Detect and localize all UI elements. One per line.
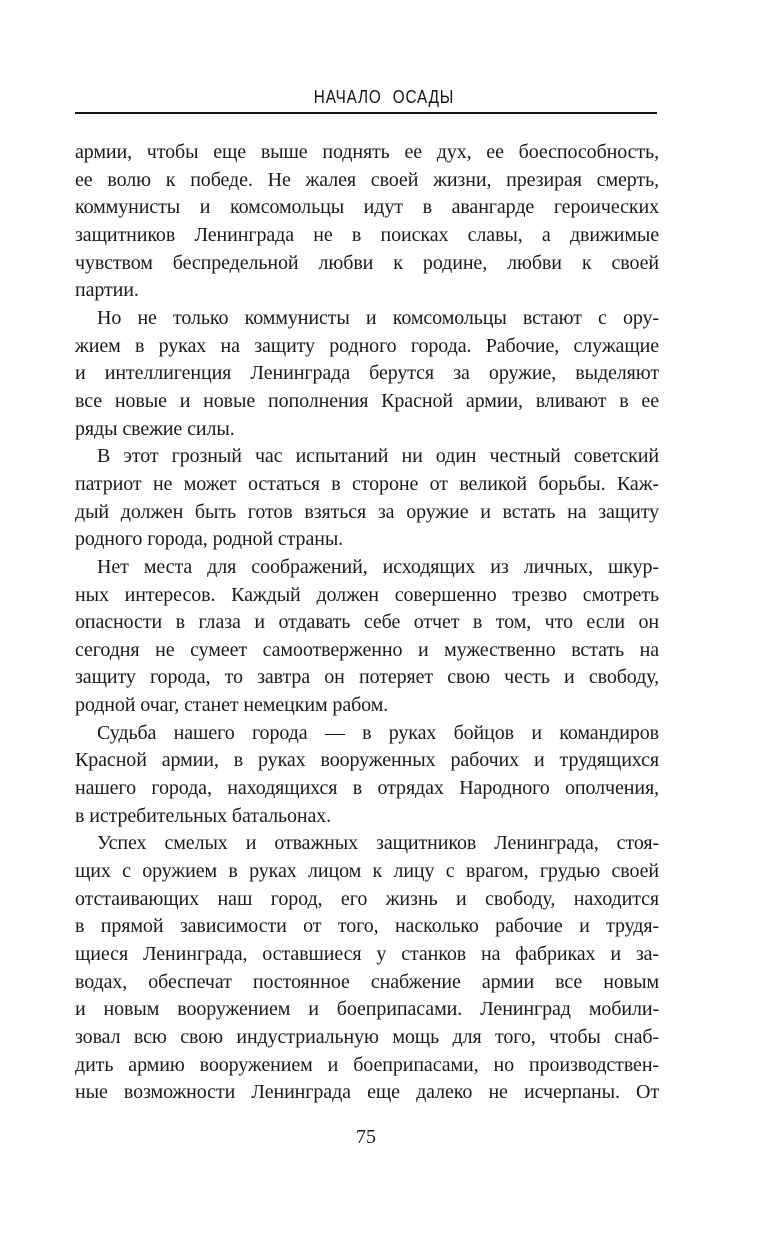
text-line: щиеся Ленинграда, оставшиеся у станков на фабриках и за- [75, 943, 659, 966]
text-line: ные возможности Ленинграда еще далеко не исчерпаны. От [75, 1081, 659, 1104]
text-line: все новые и новые пополнения Красной армии, вливают в ее [75, 389, 659, 412]
text-line: и интеллигенция Ленинграда берутся за оружие, выделяют [75, 362, 659, 385]
text-line: сегодня не сумеет самоотверженно и мужественно встать на [75, 638, 659, 661]
text-line: водах, обеспечат постоянное снабжение армии все новым [75, 970, 659, 993]
text-line: В этот грозный час испытаний ни один честный советский [97, 445, 659, 468]
text-line: армии, чтобы еще выше поднять ее дух, ее боеспособность, [75, 141, 659, 163]
running-header: НАЧАЛО ОСАДЫ [313, 87, 455, 107]
text-line: защитников Ленинграда не в поисках славы, а движимые [75, 223, 659, 246]
text-line: Но не только коммунисты и комсомольцы встают с ору- [97, 306, 659, 329]
text-line: ее волю к победе. Не жалея своей жизни, презирая смерть, [75, 168, 659, 191]
text-line: опасности в глаза и отдавать себе отчет в том, что если он [75, 611, 659, 634]
text-line: Красной армии, в руках вооруженных рабочих и трудящихся [75, 749, 659, 772]
text-line: Успех смелых и отважных защитников Ленинграда, стоя- [97, 832, 659, 855]
text-line: дить армию вооружением и боеприпасами, но производствен- [75, 1053, 659, 1076]
body-text [75, 139, 659, 1107]
text-line: отстаивающих наш город, его жизнь и свободу, находится [75, 887, 659, 910]
text-line: родной очаг, станет немецким рабом. [75, 694, 389, 717]
text-line: патриот не может остаться в стороне от великой борьбы. Каж- [75, 472, 659, 495]
text-line: дый должен быть готов взяться за оружие и встать на защиту [75, 500, 659, 523]
text-line: коммунисты и комсомольцы идут в авангарде героических [75, 196, 659, 219]
text-line: нашего города, находящихся в отрядах Народного ополчения, [75, 777, 659, 800]
text-line: и новым вооружением и боеприпасами. Ленинград мобили- [75, 998, 659, 1021]
text-line: защиту города, то завтра он потеряет свою честь и свободу, [75, 666, 659, 689]
text-line: ных интересов. Каждый должен совершенно трезво смотреть [75, 583, 659, 606]
text-line: партии. [75, 279, 139, 302]
text-line: родного города, родной страны. [75, 528, 344, 551]
text-line: жием в руках на защиту родного города. Рабочие, служащие [75, 334, 659, 357]
text-line: чувством беспредельной любви к родине, любви к своей [75, 251, 659, 274]
text-line: ряды свежие силы. [75, 417, 235, 440]
text-line: зовал всю свою индустриальную мощь для того, чтобы снаб- [75, 1026, 659, 1048]
text-line: в прямой зависимости от того, насколько рабочие и трудя- [75, 915, 659, 938]
text-line: Нет места для соображений, исходящих из личных, шкур- [97, 555, 659, 578]
header-rule [75, 112, 657, 114]
text-line: Судьба нашего города — в руках бойцов и командиров [97, 721, 659, 744]
text-line: в истребительных батальонах. [75, 804, 332, 827]
page-number: 75 [356, 1126, 376, 1148]
text-line: щих с оружием в руках лицом к лицу с врагом, грудью своей [75, 860, 659, 883]
